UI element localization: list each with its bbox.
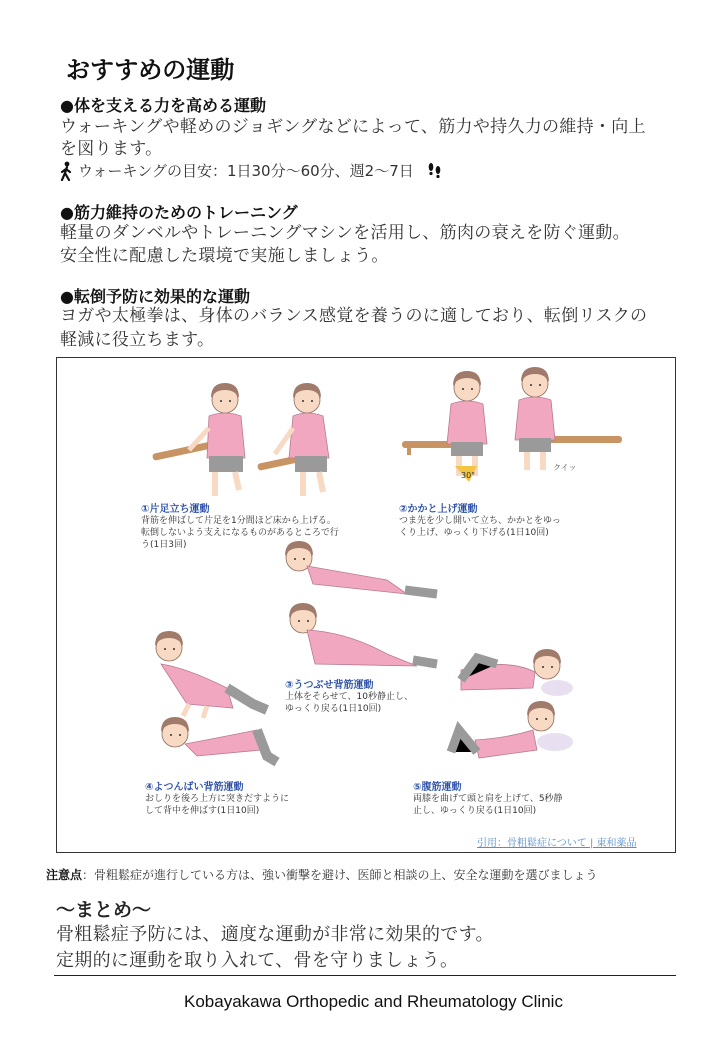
exercise-text-5-line1: 両膝を曲げて頭と肩を上げて、5秒静: [413, 794, 563, 804]
caution-note: [46, 866, 598, 883]
exercise-text-3-line2: ゆっくり戻る(1日10回): [285, 704, 382, 714]
citation-link[interactable]: 引用：骨粗鬆症について | 東和薬品: [477, 838, 637, 849]
section-heading-strength: ●体を支える力を高める運動: [60, 96, 266, 115]
section-text-fall-line2: 軽減に役立ちます。: [60, 330, 215, 350]
exercise-text-3-line1: 上体をそらせて、10秒静止し、: [285, 692, 414, 702]
clinic-name: Kobayakawa Orthopedic and Rheumatology Clinic: [184, 992, 563, 1011]
section-heading-fall-prevention: ●転倒予防に効果的な運動: [60, 287, 250, 306]
footprints-icon: [426, 161, 444, 181]
caution-text: ：骨粗鬆症が進行している方は、強い衝撃を避け、医師と相談の上、安全な運動を選びましょう: [82, 868, 598, 882]
exercise-text-1-line2: 転倒しないよう支えになるものがあるところで行: [141, 528, 339, 538]
exercise-text-4-line1: おしりを後ろ上方に突きだすように: [145, 794, 290, 804]
exercise-text-2-line1: つま先を少し開いて立ち、かかとをゆっ: [399, 516, 561, 526]
exercise-title-2: ②かかと上げ運動: [399, 504, 478, 515]
exercise-caption-3: [285, 676, 413, 715]
walking-guide-text: ウォーキングの目安：1日30分〜60分、週2〜7日: [78, 162, 414, 180]
page-title: おすすめの運動: [66, 56, 235, 84]
section-text-fall-line1: ヨガや太極拳は、身体のバランス感覚を養うのに適しており、転倒リスクの: [60, 306, 648, 326]
summary-line-1: 骨粗鬆症予防には、適度な運動が非常に効果的です。: [56, 924, 494, 945]
exercise-title-1: ①片足立ち運動: [141, 504, 210, 515]
situp-figures: [451, 649, 573, 758]
walking-person-icon: [58, 161, 76, 181]
divider: [54, 975, 676, 976]
section-text-strength-line2: を図ります。: [60, 139, 163, 159]
heel-raise-figures: [402, 367, 622, 482]
exercise-caption-5: [413, 778, 563, 817]
section-text-training-line2: 安全性に配慮した環境で実施しましょう。: [60, 246, 389, 266]
section-heading-training: ●筋力維持のためのトレーニング: [60, 203, 298, 222]
exercise-text-2-line2: くり上げ、ゆっくり下げる(1日10回): [399, 528, 549, 538]
sound-label: クイッ: [553, 463, 577, 472]
walking-guide: [58, 160, 444, 181]
angle-label: 30°: [461, 471, 476, 480]
exercise-title-4: ④よつんばい背筋運動: [145, 782, 244, 793]
exercise-caption-1: [141, 500, 339, 551]
exercise-text-1-line1: 背筋を伸ばして片足を1分間ほど床から上げる。: [141, 516, 336, 526]
exercise-caption-4: [145, 778, 289, 817]
summary-line-2: 定期的に運動を取り入れて、骨を守りましょう。: [56, 950, 459, 971]
all-fours-figures: [155, 631, 277, 762]
one-leg-figure-b: [257, 383, 329, 496]
exercise-title-5: ⑤腹筋運動: [413, 782, 462, 793]
section-text-strength-line1: ウォーキングや軽めのジョギングなどによって、筋力や持久力の維持・向上: [60, 117, 646, 137]
exercise-text-4-line2: して背中を伸ばす(1日10回): [145, 806, 260, 816]
exercise-text-5-line2: 止し、ゆっくり戻る(1日10回): [413, 806, 537, 816]
caution-label: 注意点: [46, 868, 83, 882]
exercise-text-1-line3: う(1日3回): [141, 540, 187, 550]
one-leg-figure-a: [152, 383, 245, 496]
exercise-caption-2: [399, 500, 561, 539]
prone-figures: [285, 541, 437, 666]
exercise-title-3: ③うつぶせ背筋運動: [285, 680, 374, 691]
summary-heading: 〜まとめ〜: [56, 899, 152, 921]
exercise-figure: [56, 357, 676, 853]
section-text-training-line1: 軽量のダンベルやトレーニングマシンを活用し、筋肉の衰えを防ぐ運動。: [60, 223, 630, 243]
